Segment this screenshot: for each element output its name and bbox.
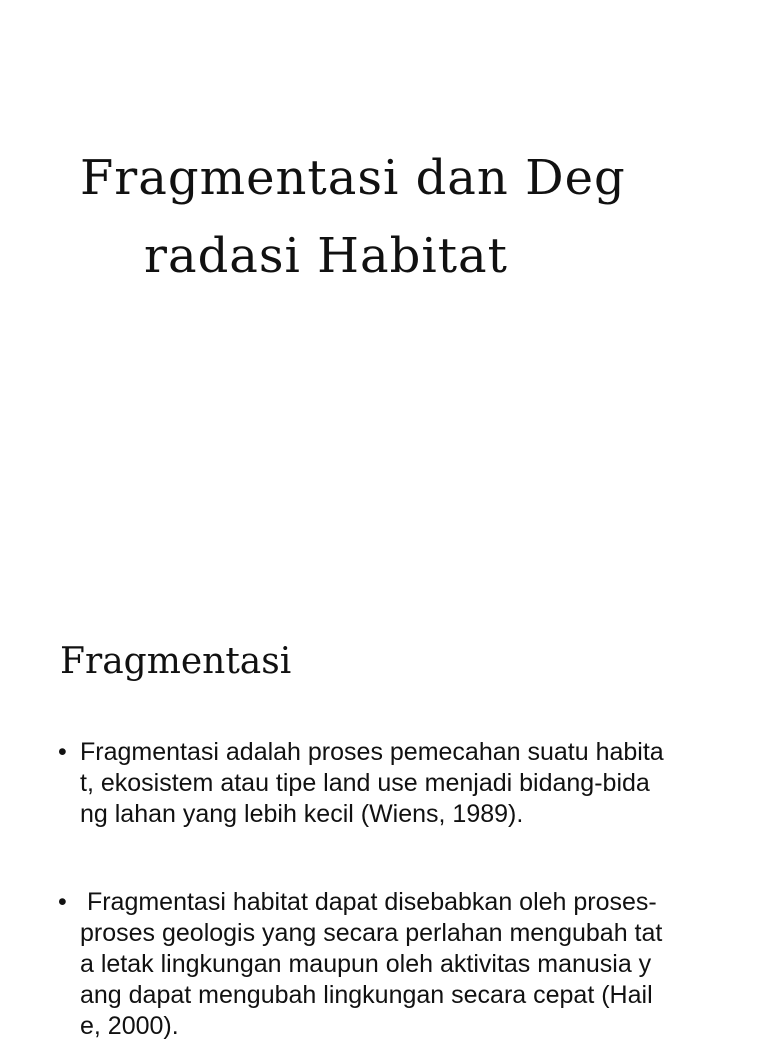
bullet-line: ang dapat mengubah lingkungan secara cepat (Hail xyxy=(80,981,653,1009)
slide-title-line-1: Fragmentasi dan Deg xyxy=(80,150,626,206)
bullet-line: Fragmentasi habitat dapat disebabkan oleh proses- xyxy=(80,888,657,916)
bullet-item xyxy=(58,737,718,830)
bullet-marker: • xyxy=(58,738,67,766)
bullet-line: ng lahan yang lebih kecil (Wiens, 1989). xyxy=(80,800,524,828)
bullet-line: Fragmentasi adalah proses pemecahan suatu habita xyxy=(80,738,664,766)
content-slide xyxy=(0,600,768,1040)
bullet-marker: • xyxy=(58,888,67,916)
bullet-line: a letak lingkungan maupun oleh aktivitas manusia y xyxy=(80,950,652,978)
bullet-line: e, 2000). xyxy=(80,1012,179,1040)
bullet-item xyxy=(58,887,718,1042)
bullet-line: t, ekosistem atau tipe land use menjadi bidang-bida xyxy=(80,769,650,797)
slide-title-line-2: radasi Habitat xyxy=(144,228,508,284)
bullet-line: proses geologis yang secara perlahan mengubah tat xyxy=(80,919,663,947)
slide-heading: Fragmentasi xyxy=(60,641,292,682)
